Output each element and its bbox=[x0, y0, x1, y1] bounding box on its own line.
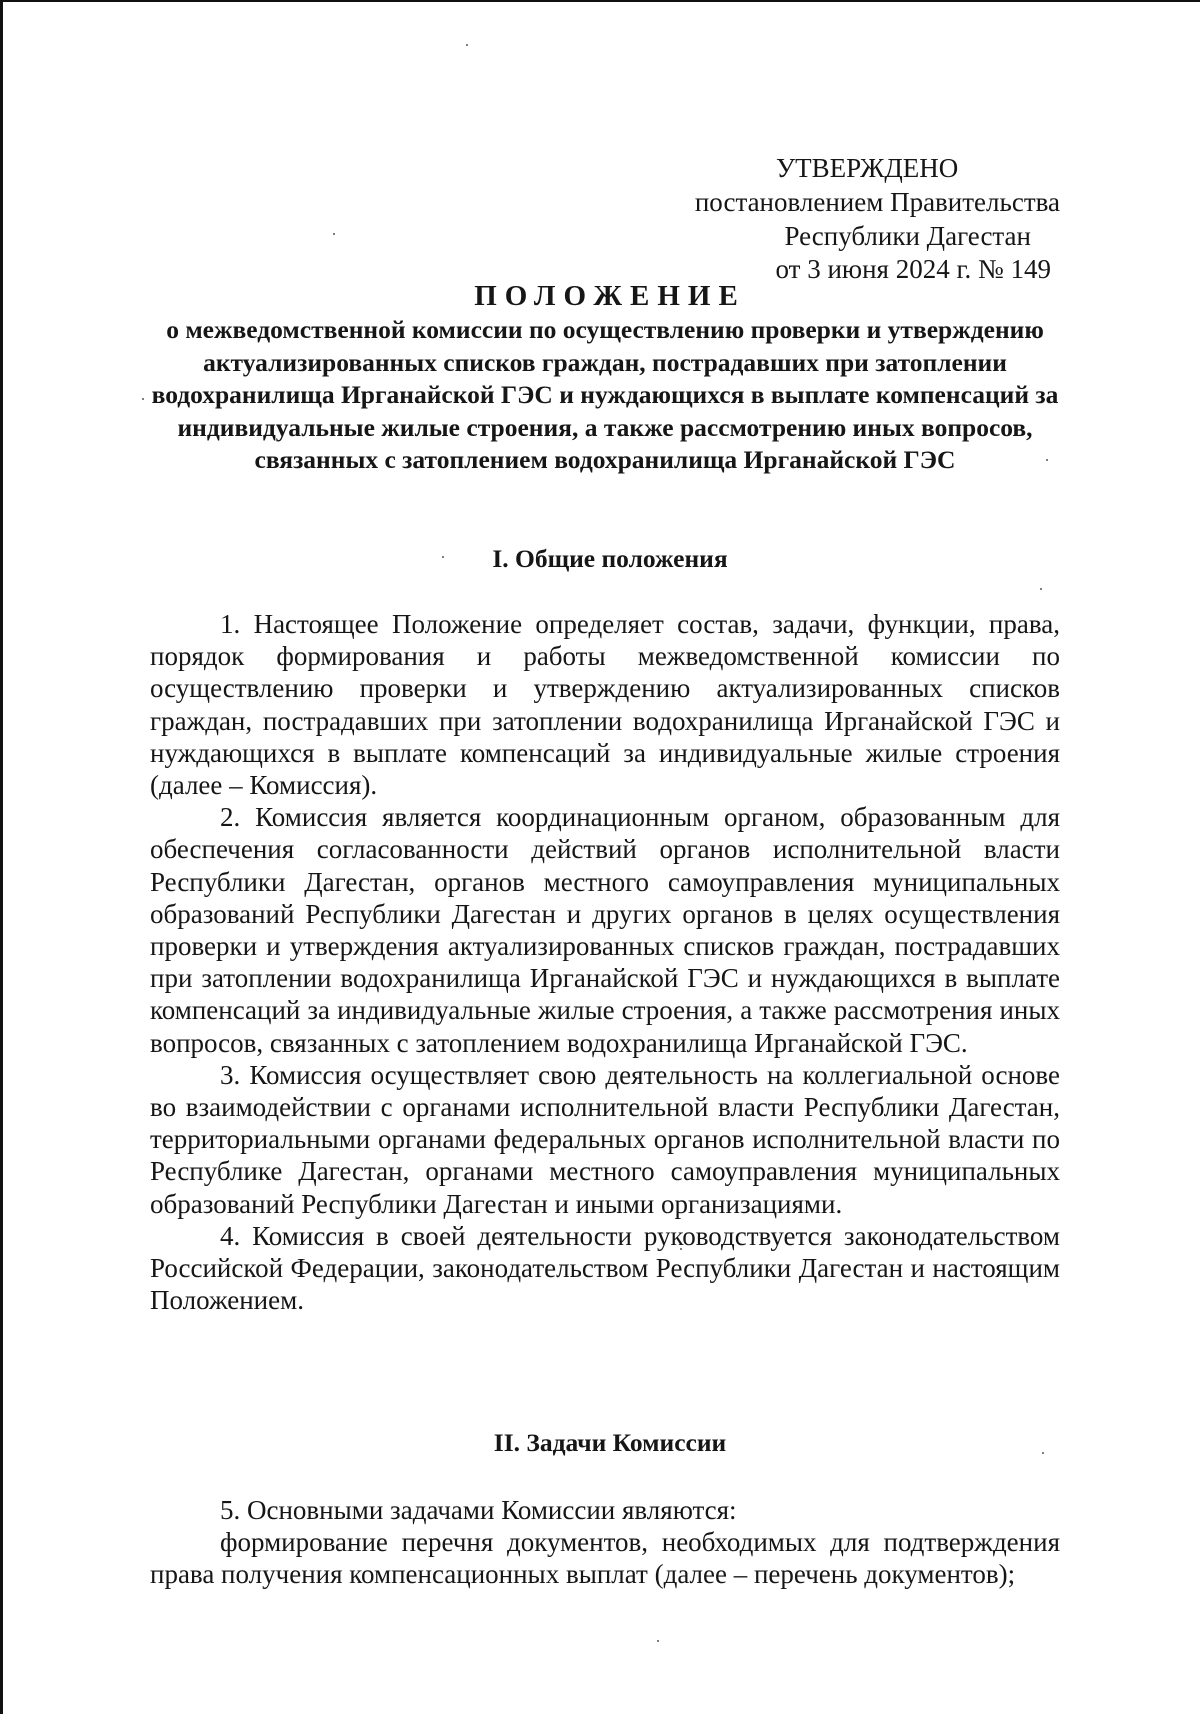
scan-speck bbox=[657, 1640, 659, 1642]
scan-speck bbox=[1040, 588, 1042, 590]
paragraph-5: 5. Основными задачами Комиссии являются: bbox=[220, 1495, 737, 1525]
document-title: ПОЛОЖЕНИЕ bbox=[474, 280, 746, 312]
paragraph-2: 2. Комиссия является координационным органом, образованным для обеспечения согласованности действий органов исполнительной власти Республики Дагестан, органов местного самоуправления муниципальных образований Республики Дагестан и других органов в целях осуществления проверки и утверждения актуализированных списков граждан, пострадавших при затоплении водохранилища Ирганайской ГЭС и нуждающихся в выплате компенсаций за индивидуальные жилые строения, а также рассмотрения иных вопросов, связанных с затоплением водохранилища Ирганайской ГЭС. bbox=[150, 802, 1060, 1058]
paragraph-3: 3. Комиссия осуществляет свою деятельность на коллегиальной основе во взаимодействии с органами исполнительной власти Республики Дагестан, территориальными органами федеральных органов исполнительной власти по Республике Дагестан, органами местного самоуправления муниципальных образований Республики Дагестан и иными организациями. bbox=[150, 1059, 1060, 1219]
scan-speck bbox=[466, 44, 468, 46]
approval-resolution: постановлением Правительства bbox=[694, 187, 1060, 217]
approval-date-number: от 3 июня 2024 г. № 149 bbox=[775, 254, 1051, 284]
approval-republic: Республики Дагестан bbox=[784, 221, 1031, 251]
scan-speck bbox=[333, 233, 335, 235]
scan-edge-top bbox=[0, 0, 1200, 2]
section-tasks-body bbox=[150, 1494, 1060, 1591]
section-heading-general: I. Общие положения bbox=[492, 544, 728, 573]
paragraph-4: 4. Комиссия в своей деятельности руководствуется законодательством Российской Федерации, законодательством Республики Дагестан и настоящим Положением. bbox=[150, 1220, 1060, 1316]
paragraph-5-item: формирование перечня документов, необходимых для подтверждения права получения компенсационных выплат (далее – перечень документов); bbox=[150, 1527, 1060, 1590]
section-general-body bbox=[150, 608, 1060, 1316]
approval-heading: УТВЕРЖДЕНО bbox=[776, 153, 959, 183]
approval-stamp bbox=[600, 151, 1060, 291]
document-subtitle: о межведомственной комиссии по осуществлению проверки и утверждению актуализированных списков граждан, пострадавших при затоплении водохранилища Ирганайской ГЭС и нуждающихся в выплате компенсаций за индивидуальные жилые строения, а также рассмотрению иных вопросов, связанных с затоплением водохранилища Ирганайской ГЭС bbox=[151, 315, 1059, 475]
paragraph-1: 1. Настоящее Положение определяет состав, задачи, функции, права, порядок формирования и работы межведомственной комиссии по осуществлению проверки и утверждению актуализированных списков граждан, пострадавших при затоплении водохранилища Ирганайской ГЭС и нуждающихся в выплате компенсаций за индивидуальные жилые строения (далее – Комиссия). bbox=[150, 609, 1060, 801]
scan-edge-left bbox=[0, 0, 3, 1714]
section-heading-tasks: II. Задачи Комиссии bbox=[493, 1428, 727, 1457]
